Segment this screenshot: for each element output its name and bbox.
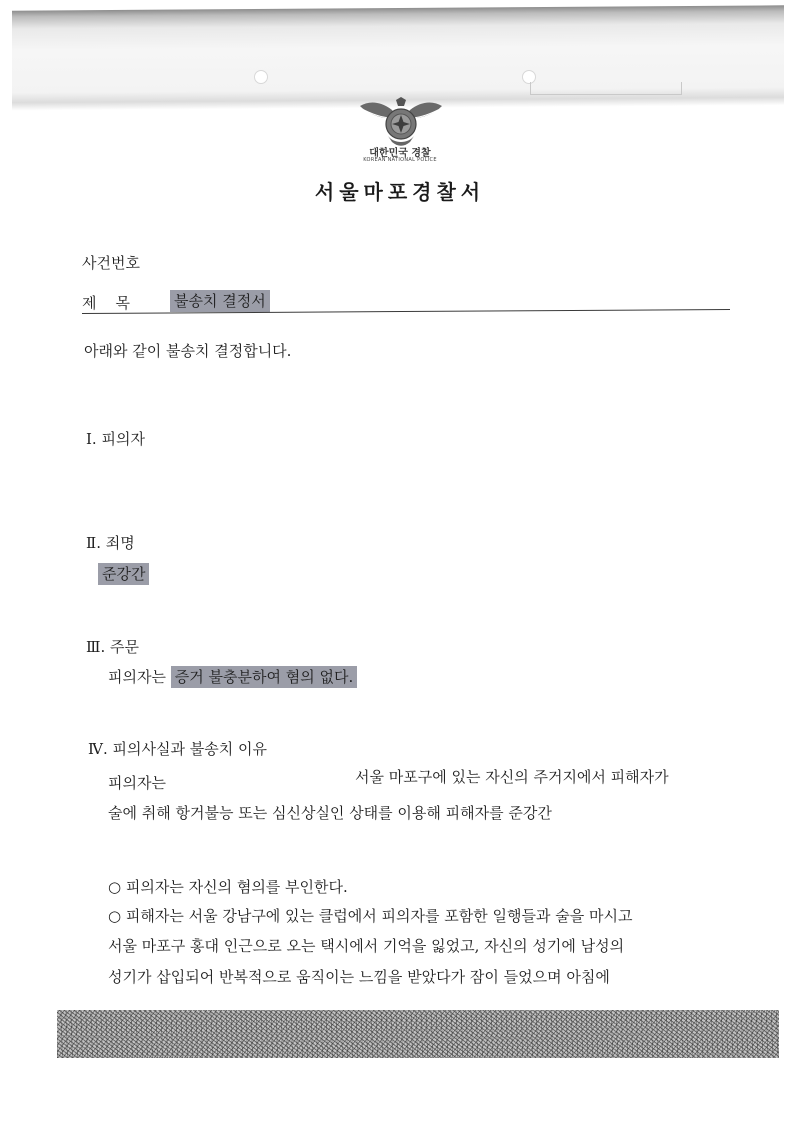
intro-text: 아래와 같이 불송치 결정합니다. bbox=[84, 342, 292, 360]
case-number-label: 사건번호 bbox=[82, 254, 140, 272]
order-text bbox=[108, 666, 357, 687]
punch-hole bbox=[254, 70, 268, 84]
facts-bullet-2-line3: 성기가 삽입되어 반복적으로 움직이는 느낌을 받았다가 잠이 들었으며 아침에 bbox=[108, 968, 610, 986]
subject-highlight: 불송치 결정서 bbox=[170, 290, 270, 312]
station-title: 서울마포경찰서 bbox=[314, 180, 486, 204]
section-charge-heading: Ⅱ. 죄명 bbox=[86, 534, 135, 552]
section-facts-heading: Ⅳ. 피의사실과 불송치 이유 bbox=[88, 740, 267, 758]
order-highlight: 증거 불충분하여 혐의 없다. bbox=[171, 666, 357, 688]
facts-line2: 술에 취해 항거불능 또는 심신상실인 상태를 이용해 피해자를 준강간 bbox=[108, 804, 552, 822]
subject-label: 제 목 bbox=[82, 294, 131, 312]
facts-bullet-2-line1: ○ 피해자는 서울 강남구에 있는 클럽에서 피의자를 포함한 일행들과 술을 마시고 bbox=[108, 907, 633, 925]
redaction-noise bbox=[57, 1010, 779, 1058]
emblem-caption-kr: 대한민국 경찰 bbox=[369, 148, 431, 159]
facts-bullet-1: ○ 피의자는 자신의 혐의를 부인한다. bbox=[108, 878, 348, 896]
order-prefix: 피의자는 bbox=[108, 668, 166, 686]
subject-value bbox=[170, 290, 270, 311]
facts-bullet-2-line2: 서울 마포구 홍대 인근으로 오는 택시에서 기억을 잃었고, 자신의 성기에 남성의 bbox=[108, 937, 625, 955]
scan-tab-mark bbox=[530, 82, 682, 95]
emblem-caption-en: KOREAN NATIONAL POLICE bbox=[363, 157, 437, 163]
section-order-heading: Ⅲ. 주문 bbox=[86, 638, 139, 656]
charge-highlight: 준강간 bbox=[98, 563, 149, 585]
police-emblem-icon bbox=[358, 96, 444, 148]
section-suspect-heading: Ⅰ. 피의자 bbox=[86, 430, 145, 448]
charge-value bbox=[98, 563, 149, 584]
facts-line1-b: 서울 마포구에 있는 자신의 주거지에서 피해자가 bbox=[355, 768, 669, 786]
facts-line1-a: 피의자는 bbox=[108, 774, 166, 792]
